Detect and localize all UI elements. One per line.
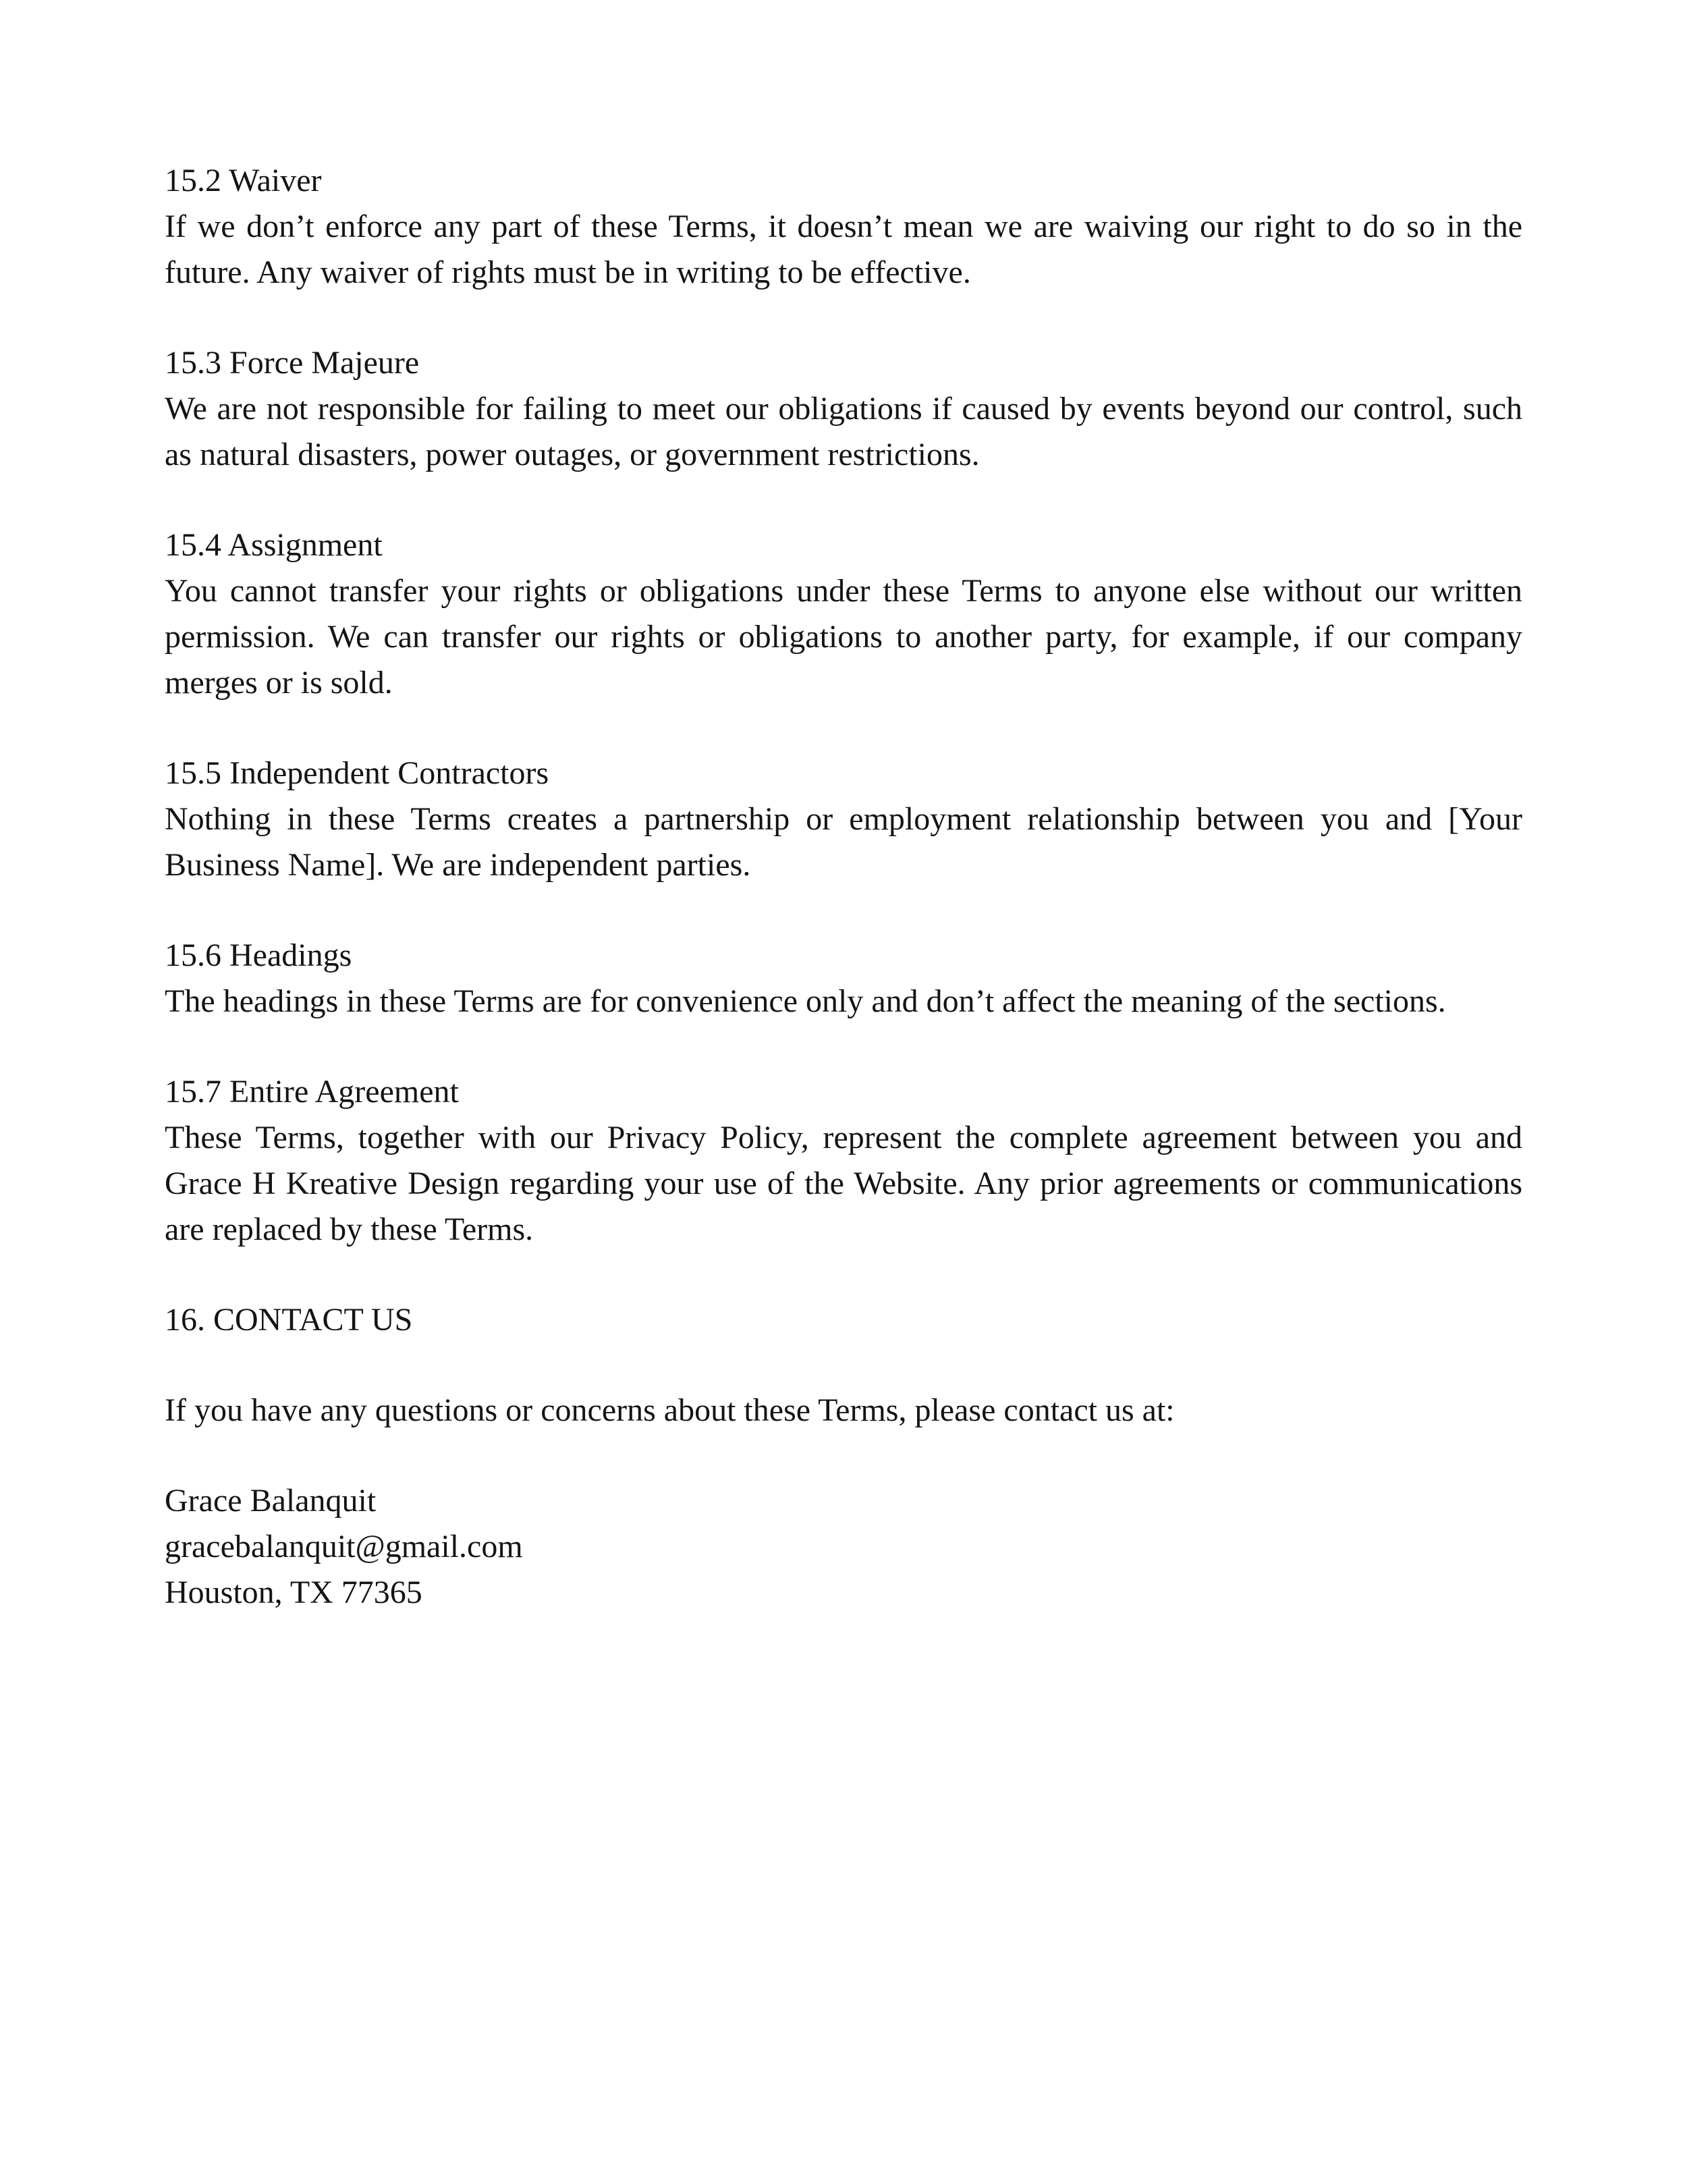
section-heading: 15.4 Assignment: [165, 527, 383, 563]
section-heading: 15.2 Waiver: [165, 163, 322, 198]
section-heading: 15.3 Force Majeure: [165, 345, 420, 381]
contact-intro: If you have any questions or concerns about these Terms, please contact us at:: [165, 1392, 1175, 1428]
contact-location: Houston, TX 77365: [165, 1575, 422, 1610]
section-body: Nothing in these Terms creates a partnership or employment relationship between you and [Your Business Name]. We are independent parties.: [165, 801, 1522, 883]
contact-name: Grace Balanquit: [165, 1483, 377, 1519]
section-heading: 15.6 Headings: [165, 937, 352, 973]
section-independent-contractors: [165, 750, 1522, 888]
section-body: If we don’t enforce any part of these Terms, it doesn’t mean we are waiving our right to do so in the future. Any waiver of rights must be in writing to be effective.: [165, 209, 1522, 290]
section-assignment: [165, 522, 1522, 706]
section-force-majeure: [165, 340, 1522, 478]
section-body: You cannot transfer your rights or obligations under these Terms to anyone else without our written permission. We can transfer our rights or obligations to another party, for example, if our company merges or is sold.: [165, 573, 1522, 701]
document-page: [165, 158, 1522, 1616]
section-waiver: [165, 158, 1522, 296]
contact-heading: 16. CONTACT US: [165, 1302, 413, 1338]
section-body: We are not responsible for failing to meet our obligations if caused by events beyond our control, such as natural disasters, power outages, or government restrictions.: [165, 391, 1522, 472]
section-entire-agreement: [165, 1069, 1522, 1253]
section-heading: 15.7 Entire Agreement: [165, 1074, 459, 1110]
section-body: The headings in these Terms are for convenience only and don’t affect the meaning of the sections.: [165, 983, 1446, 1019]
section-heading: 15.5 Independent Contractors: [165, 755, 549, 791]
section-body: These Terms, together with our Privacy Policy, represent the complete agreement between you and Grace H Kreative Design regarding your use of the Website. Any prior agreements or communications are replaced by these Terms.: [165, 1120, 1522, 1247]
contact-email[interactable]: gracebalanquit@gmail.com: [165, 1529, 523, 1564]
contact-details: [165, 1478, 1522, 1616]
section-headings: [165, 933, 1522, 1025]
